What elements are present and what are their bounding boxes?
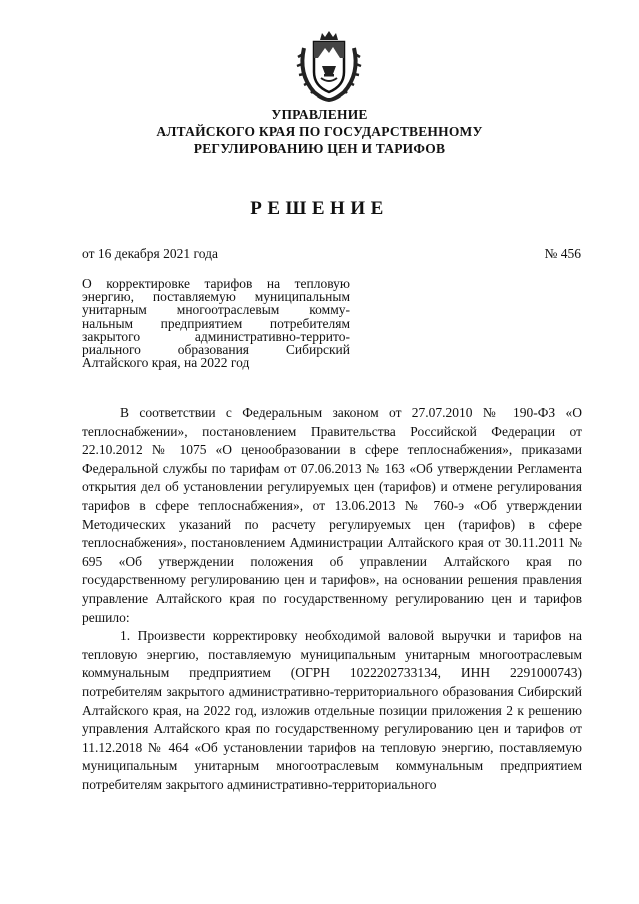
subject-line: риального образования Сибирский (82, 342, 350, 358)
org-name-line-2: АЛТАЙСКОГО КРАЯ ПО ГОСУДАРСТВЕННОМУ (156, 124, 483, 139)
coat-of-arms-icon (294, 28, 364, 104)
document-date: от 16 декабря 2021 года (82, 246, 218, 261)
subject-line: нальным предприятием потребителям (82, 315, 350, 331)
org-name-line-3: РЕГУЛИРОВАНИЮ ЦЕН И ТАРИФОВ (193, 141, 446, 156)
document-number: № 456 (544, 246, 581, 261)
subject-block (82, 277, 350, 369)
org-name-line-1: УПРАВЛЕНИЕ (271, 107, 368, 122)
subject-line: О корректировке тарифов на тепловую (82, 276, 350, 291)
preamble-paragraph: В соответствии с Федеральным законом от 27.07.2010 № 190-ФЗ «О теплоснабжении», постановлением Правительства Российской Федерации от 22.10.2012 № 1075 «О ценообразовании в сфере теплоснабжения», приказами Федеральной службы по тарифам от 07.06.2013 № 163 «Об утверждении Регламента открытия дел об установлении регулируемых цен (тарифов) и отмене регулирования тарифов в сфере теплоснабжения», от 13.06.2013 № 760-э «Об утверждении Методических указаний по расчету регулируемых цен (тарифов) в сфере теплоснабжения», постановлением Администрации Алтайского края от 30.11.2011 № 695 «Об утверждении положения об управлении Алтайского края по государственному регулированию цен и тарифов», на основании решения правления управление Алтайского края по государственному регулированию цен и тарифов решило: (82, 405, 582, 625)
subject-line: закрытого административно-террито- (82, 328, 350, 344)
clause-1-paragraph: 1. Произвести корректировку необходимой валовой выручки и тарифов на тепловую энергию, поставляемую муниципальным унитарным многоотраслевым коммунальным предприятием (ОГРН 1022202733134, ИНН 2291000743) потребителям закрытого административно-территориального образования Сибирский Алтайского края, на 2022 год, изложив отдельные позиции приложения 2 к решению управления Алтайского края по государственному регулированию цен и тарифов от 11.12.2018 № 464 «Об установлении тарифов на тепловую энергию, поставляемую муниципальным унитарным многоотраслевым коммунальным предприятием потребителям закрытого административно-территориального (82, 628, 582, 792)
document-title: РЕШЕНИЕ (250, 198, 389, 219)
subject-line: унитарным многоотраслевым комму- (82, 302, 350, 318)
subject-line: энергию, поставляемую муниципальным (82, 289, 350, 305)
subject-line: Алтайского края, на 2022 год (82, 355, 250, 371)
body-text (82, 404, 582, 794)
